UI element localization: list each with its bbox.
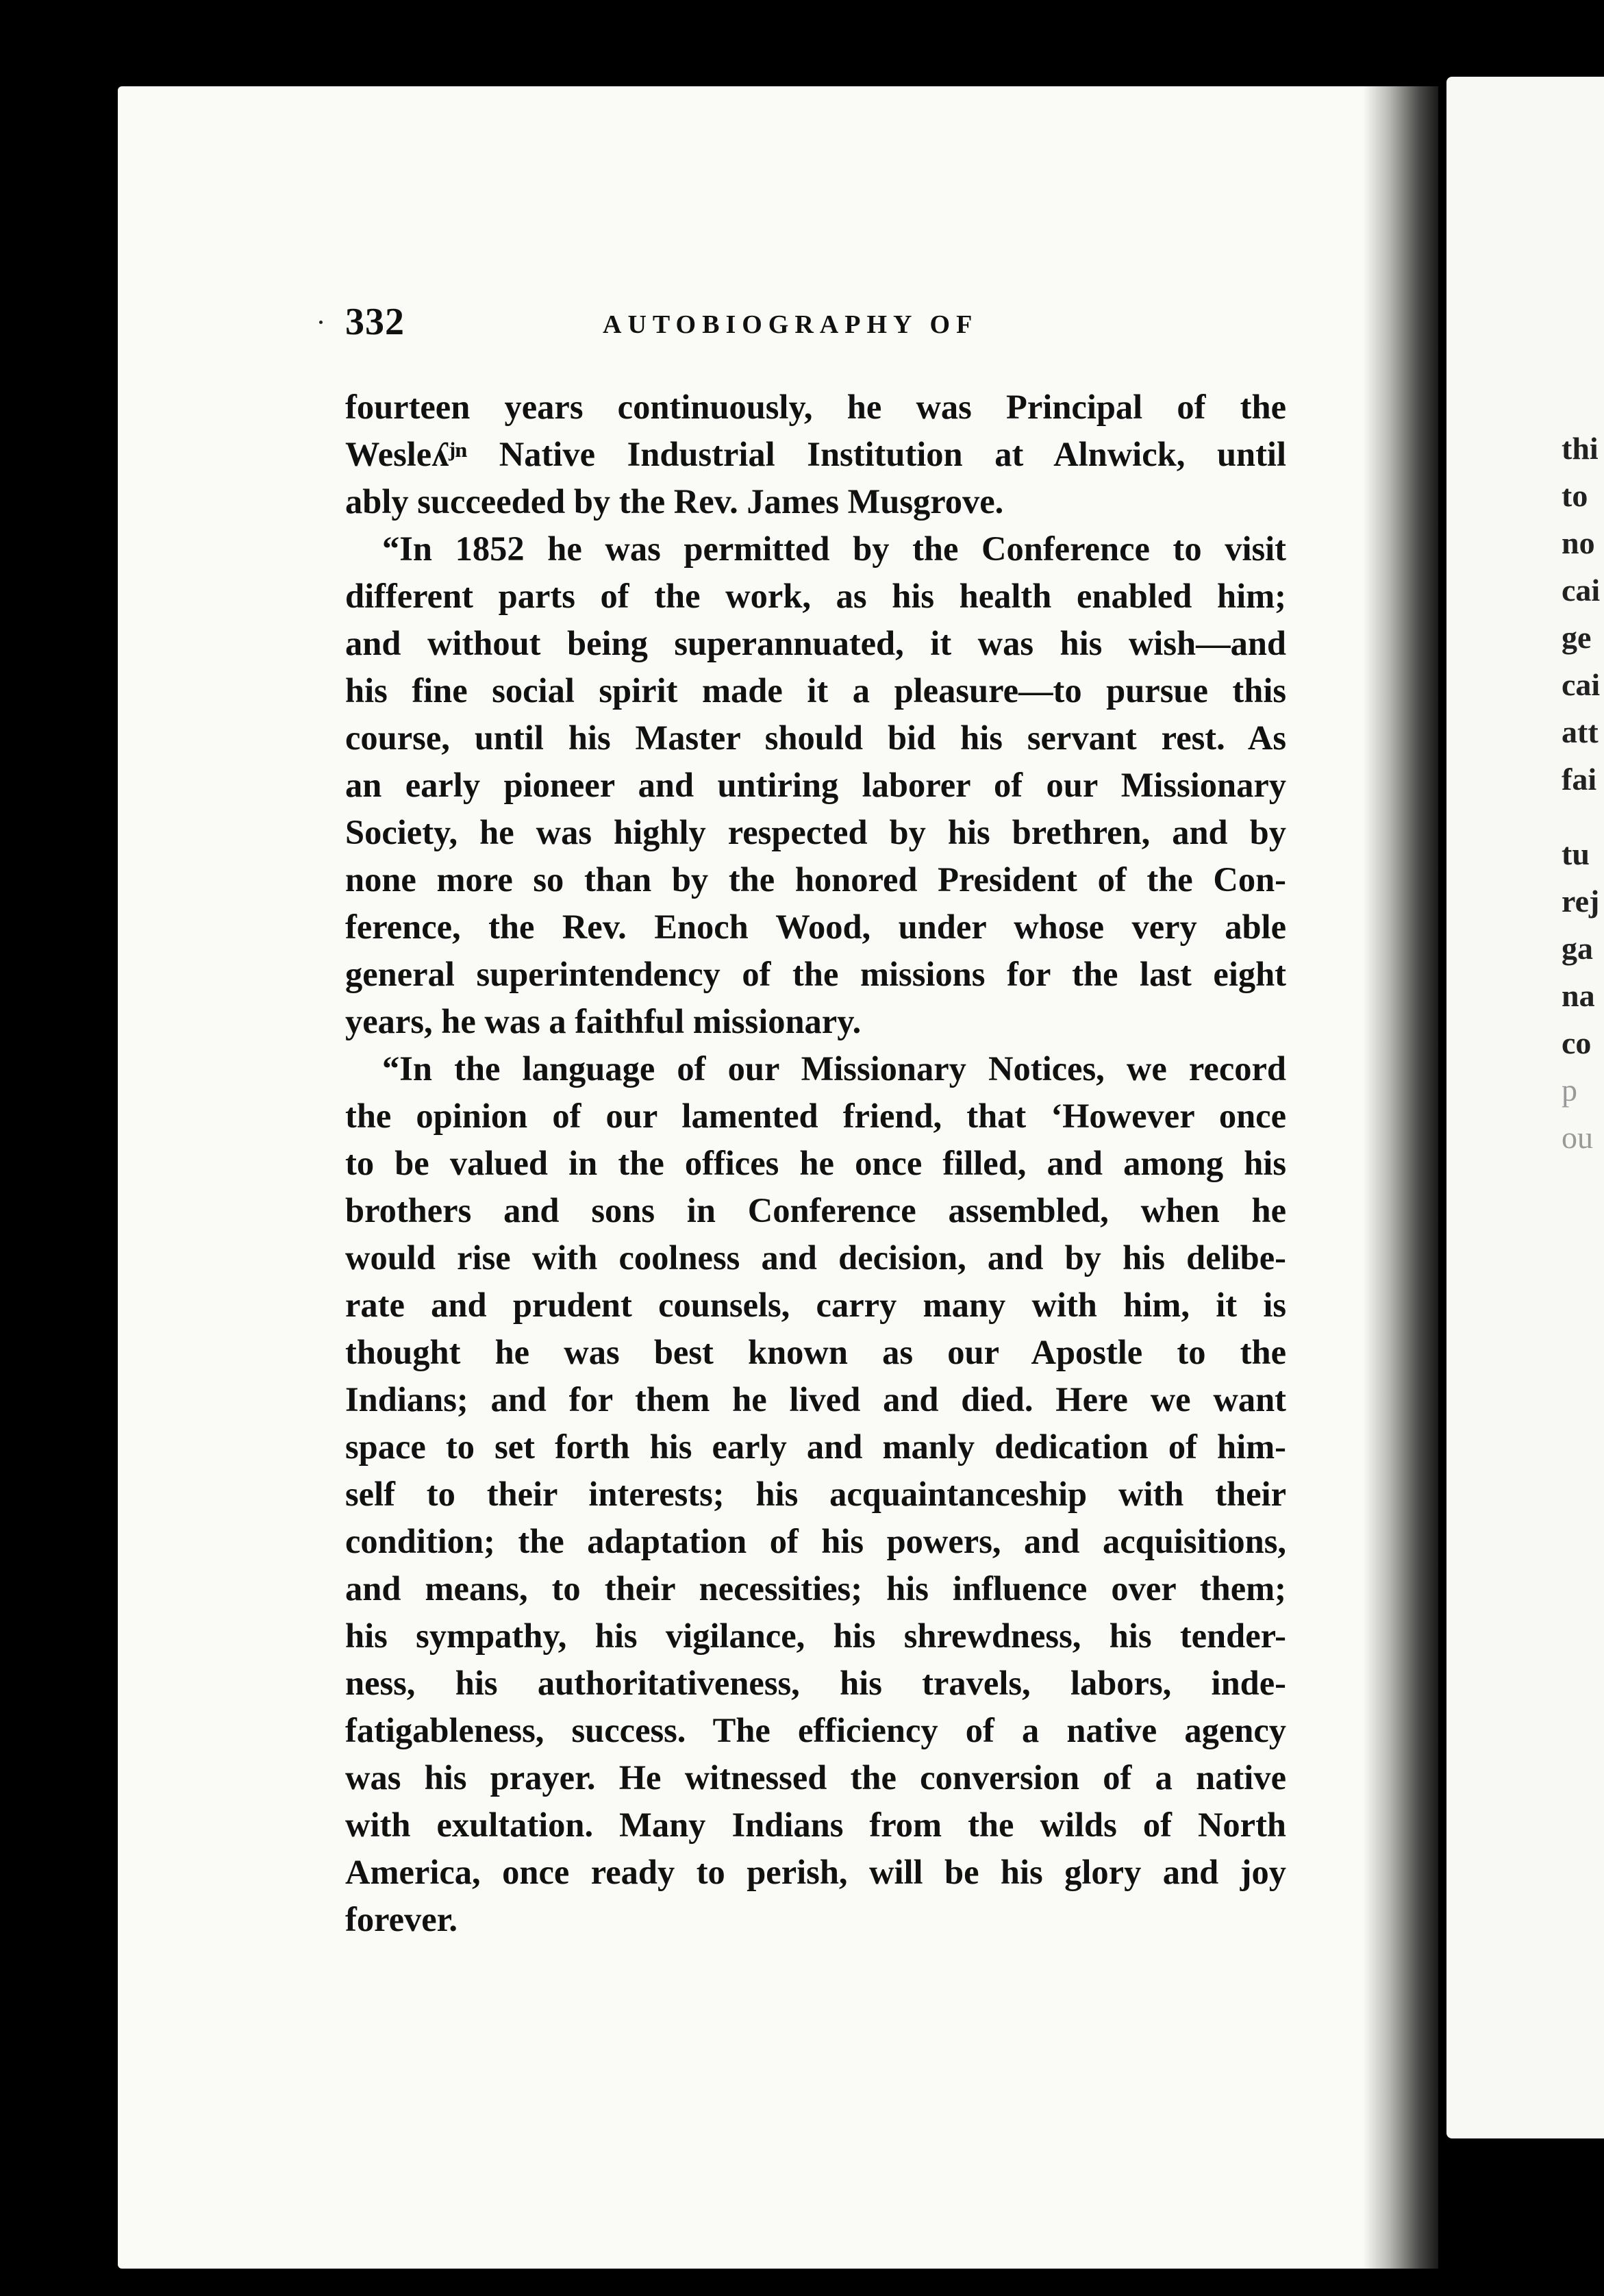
facing-fragment: rej bbox=[1562, 884, 1600, 919]
page-number: 332 bbox=[345, 301, 405, 343]
facing-fragment: cai bbox=[1562, 667, 1601, 702]
text-line: and without being superannuated, it was his wish—and bbox=[345, 624, 1286, 662]
facing-fragment: p bbox=[1562, 1073, 1577, 1108]
text-line: thought he was best known as our Apostle to the bbox=[345, 1333, 1286, 1371]
facing-fragment: ga bbox=[1562, 931, 1593, 966]
text-line: none more so than by the honored President of the Con- bbox=[345, 860, 1286, 899]
text-line: with exultation. Many Indians from the wilds of North bbox=[345, 1806, 1286, 1844]
text-line: forever. bbox=[345, 1900, 458, 1938]
facing-fragment: to bbox=[1562, 478, 1588, 513]
text-line: Indians; and for them he lived and died. Here we want bbox=[345, 1380, 1286, 1419]
text-line: rate and prudent counsels, carry many with him, it is bbox=[345, 1286, 1286, 1324]
text-line: condition; the adaptation of his powers, and acquisitions, bbox=[345, 1522, 1286, 1560]
text-line: ably succeeded by the Rev. James Musgrove. bbox=[345, 482, 1004, 521]
facing-fragment: att bbox=[1562, 714, 1599, 749]
facing-fragment: na bbox=[1562, 978, 1595, 1013]
text-line: an early pioneer and untiring laborer of our Missionary bbox=[345, 766, 1286, 804]
text-line: his fine social spirit made it a pleasure—to pursue this bbox=[345, 671, 1286, 710]
facing-fragment: ge bbox=[1562, 620, 1592, 655]
text-line: and means, to their necessities; his influence over them; bbox=[345, 1569, 1286, 1608]
margin-dot bbox=[319, 321, 323, 324]
text-line: general superintendency of the missions for the last eight bbox=[345, 955, 1286, 993]
text-line: ference, the Rev. Enoch Wood, under whose very able bbox=[345, 908, 1286, 946]
text-line: course, until his Master should bid his servant rest. As bbox=[345, 719, 1286, 757]
text-line: his sympathy, his vigilance, his shrewdness, his tender- bbox=[345, 1617, 1286, 1655]
text-line: to be valued in the offices he once filled, and among his bbox=[345, 1144, 1286, 1182]
body-text bbox=[345, 384, 1286, 1943]
text-line: would rise with coolness and decision, and by his delibe- bbox=[345, 1238, 1286, 1277]
text-line: ness, his authoritativeness, his travels, labors, inde- bbox=[345, 1664, 1286, 1702]
page-header bbox=[336, 300, 1294, 355]
text-line: “In 1852 he was permitted by the Conference to visit bbox=[382, 529, 1286, 568]
facing-fragment: thi bbox=[1562, 431, 1599, 466]
facing-fragment: tu bbox=[1562, 836, 1590, 871]
text-line: different parts of the work, as his health enabled him; bbox=[345, 577, 1286, 615]
text-line: brothers and sons in Conference assembled, when he bbox=[345, 1191, 1286, 1230]
running-title: AUTOBIOGRAPHY OF bbox=[603, 310, 979, 339]
text-line: the opinion of our lamented friend, that ‘However once bbox=[345, 1097, 1286, 1135]
gutter-shadow bbox=[1363, 86, 1438, 2269]
facing-fragment: co bbox=[1562, 1025, 1592, 1060]
text-line: Wesleʎʲⁿ Native Industrial Institution at Alnwick, until bbox=[345, 435, 1286, 473]
text-line: fatigableness, success. The efficiency of a native agency bbox=[345, 1711, 1286, 1749]
text-line: space to set forth his early and manly dedication of him- bbox=[345, 1427, 1286, 1466]
facing-fragment: fai bbox=[1562, 762, 1597, 797]
text-line: years, he was a faithful missionary. bbox=[345, 1002, 862, 1040]
facing-fragment: cai bbox=[1562, 573, 1601, 608]
text-line: America, once ready to perish, will be his glory and joy bbox=[345, 1853, 1286, 1891]
facing-page-text bbox=[1562, 425, 1600, 1161]
text-line: Society, he was highly respected by his brethren, and by bbox=[345, 813, 1286, 851]
text-line: fourteen years continuously, he was Principal of the bbox=[345, 388, 1286, 426]
text-line: “In the language of our Missionary Notices, we record bbox=[382, 1049, 1286, 1088]
text-line: self to their interests; his acquaintanceship with their bbox=[345, 1475, 1286, 1513]
facing-fragment: no bbox=[1562, 525, 1595, 560]
facing-fragment: ou bbox=[1562, 1120, 1593, 1155]
text-line: was his prayer. He witnessed the conversion of a native bbox=[345, 1758, 1286, 1797]
